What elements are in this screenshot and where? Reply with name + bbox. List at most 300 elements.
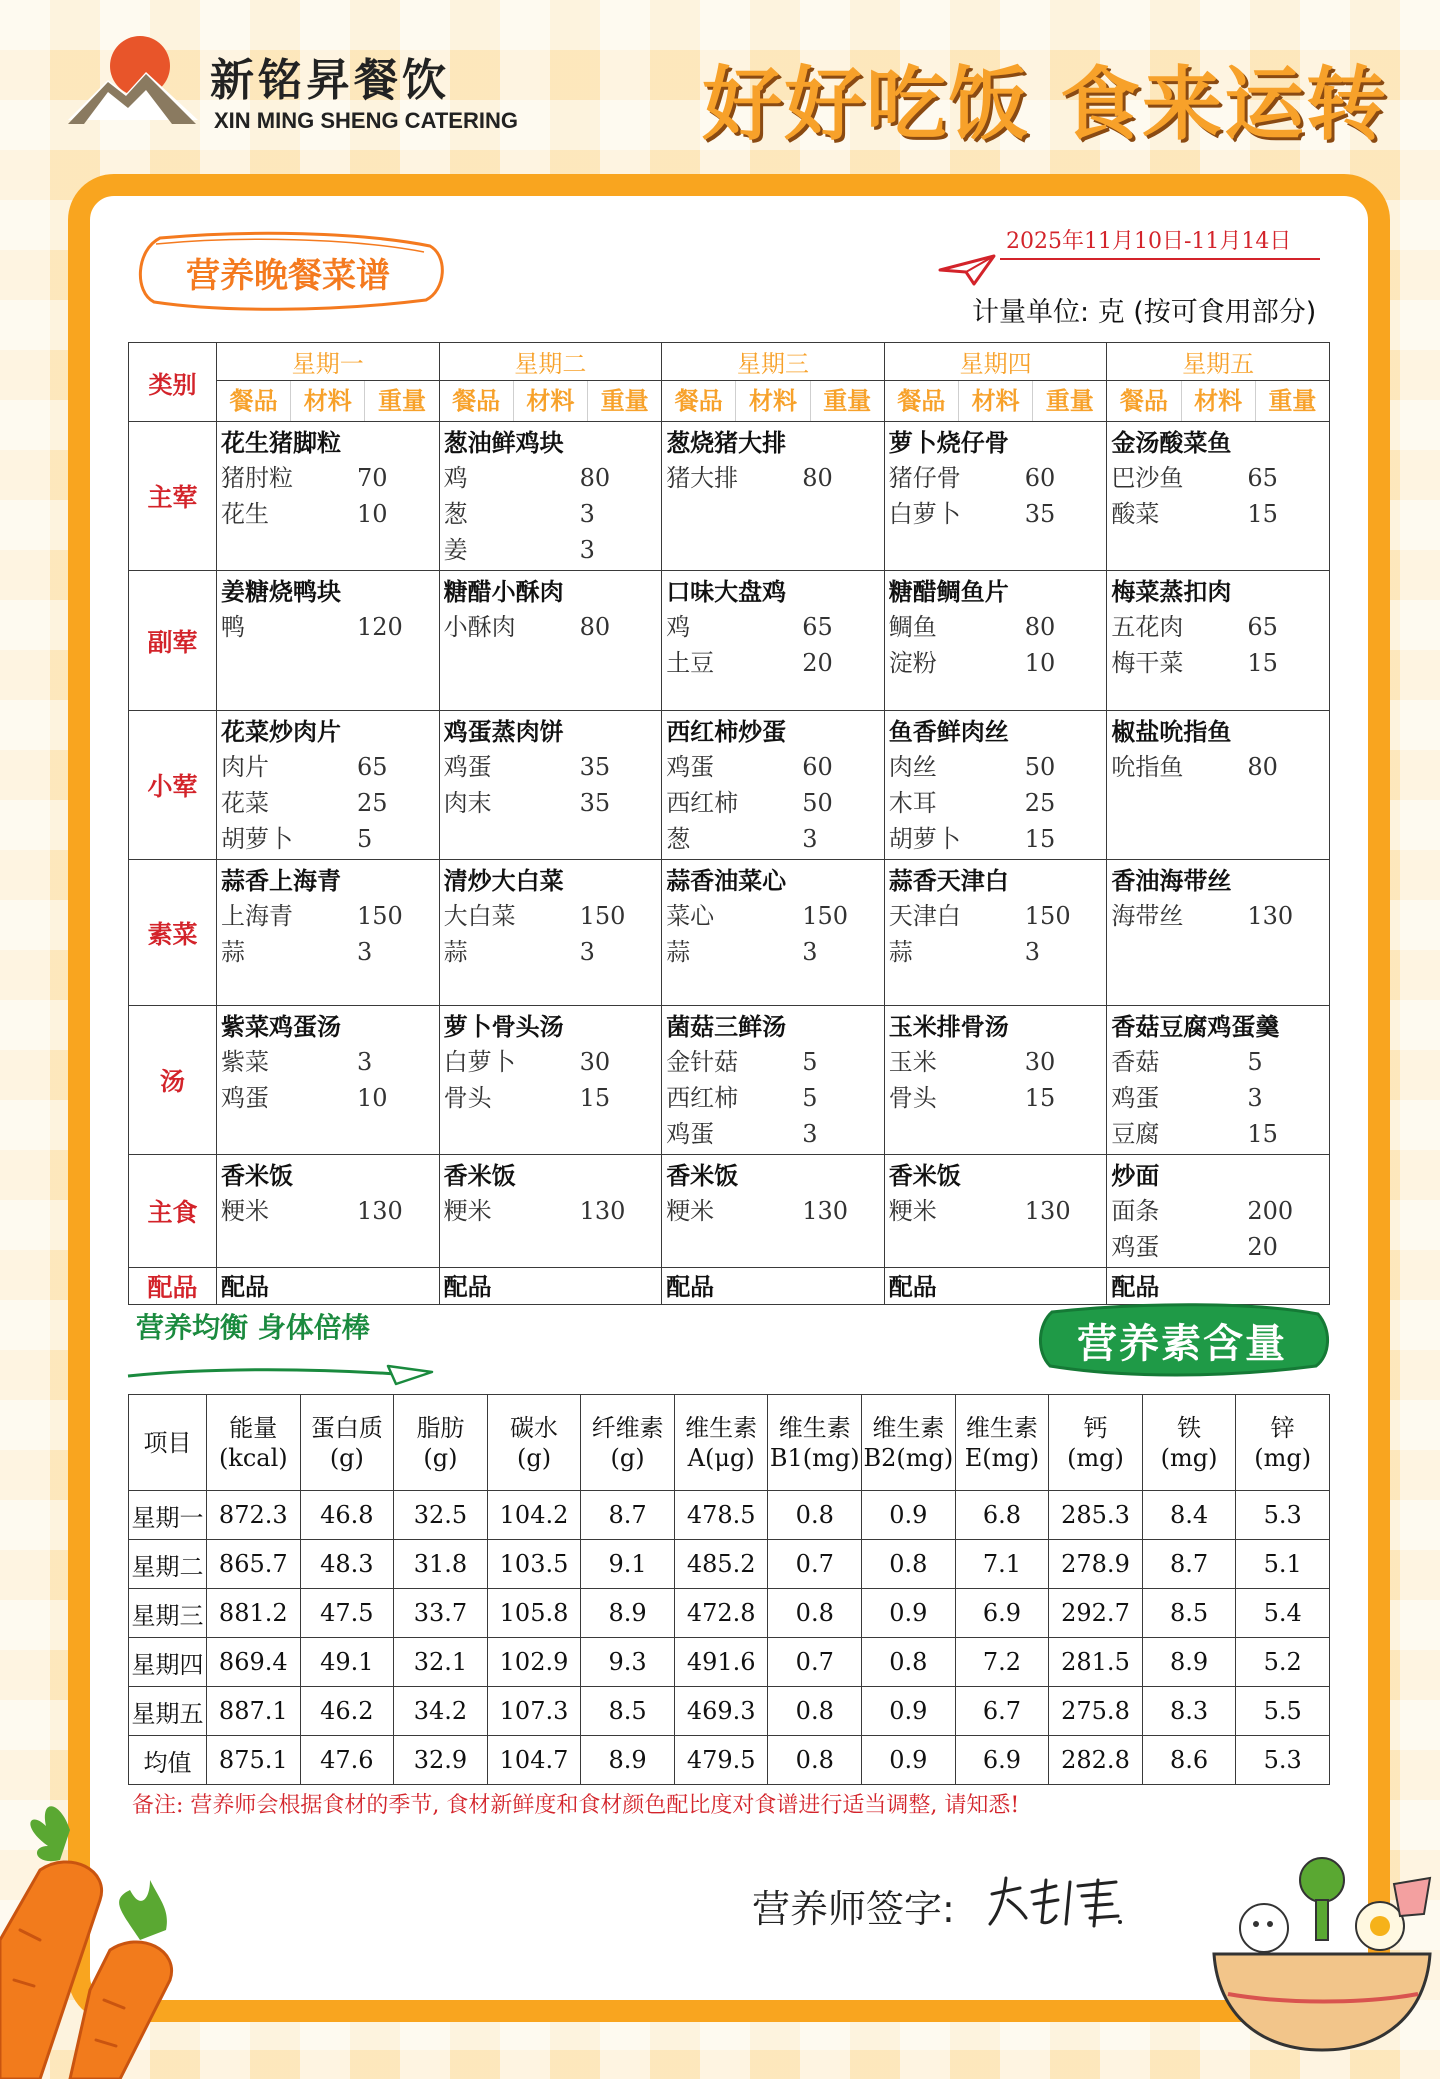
nutrition-value: 34.2 — [394, 1687, 488, 1736]
ingredient-weight: 3 — [579, 500, 595, 528]
ingredient-name: 鸡 — [666, 613, 691, 641]
balance-slogan: 营养均衡 身体倍棒 — [136, 1311, 370, 1344]
ingredient-line — [666, 1080, 882, 1116]
ingredient-name: 蒜 — [888, 938, 913, 966]
ingredient-name: 梅干菜 — [1111, 649, 1184, 677]
nutrition-value: 104.7 — [487, 1736, 581, 1785]
ingredient-weight: 150 — [1024, 902, 1071, 930]
sub-header-label: 餐品 — [1107, 381, 1181, 421]
dish-name: 花生猪脚粒 — [221, 428, 341, 457]
ingredient-line — [889, 898, 1105, 934]
nutrition-value: 472.8 — [674, 1589, 768, 1638]
ingredient-name: 巴沙鱼 — [1111, 464, 1184, 492]
nutrition-value: 47.5 — [300, 1589, 394, 1638]
dish-cell — [217, 1268, 440, 1305]
ingredient-line — [666, 1116, 882, 1152]
ingredient-name: 五花肉 — [1111, 613, 1184, 641]
nutrition-value: 46.8 — [300, 1491, 394, 1540]
nutrition-value: 881.2 — [207, 1589, 301, 1638]
ingredient-line — [1111, 645, 1327, 681]
ingredient-weight: 25 — [1024, 789, 1056, 817]
ingredient-name: 粳米 — [666, 1197, 715, 1225]
ingredient-line — [666, 460, 882, 496]
nutrition-header-line: B1(mg) — [769, 1443, 860, 1472]
nutrition-value: 6.8 — [955, 1491, 1049, 1540]
category-header: 类别 — [129, 343, 217, 422]
ingredient-name: 鸡蛋 — [666, 753, 715, 781]
ingredient-weight: 10 — [357, 1084, 388, 1112]
ingredient-name: 粳米 — [888, 1197, 937, 1225]
nutrition-value: 5.1 — [1236, 1540, 1330, 1589]
nutrition-value: 7.2 — [955, 1638, 1049, 1687]
dish-cell — [1107, 1268, 1330, 1305]
day-header: 星期二 — [439, 343, 662, 381]
ingredient-weight: 3 — [1247, 1084, 1263, 1112]
dish-cell — [884, 711, 1107, 860]
ingredient-name: 猪肘粒 — [221, 464, 293, 492]
ingredient-line — [666, 1193, 882, 1229]
nutrition-value: 0.7 — [768, 1540, 862, 1589]
ingredient-name: 葱 — [443, 500, 468, 528]
dish-cell — [1107, 1006, 1330, 1155]
nutrition-value: 103.5 — [487, 1540, 581, 1589]
ingredient-name: 蒜 — [666, 938, 691, 966]
nutrition-value: 0.8 — [862, 1540, 956, 1589]
nutrition-value: 872.3 — [207, 1491, 301, 1540]
menu-row — [129, 1155, 1330, 1268]
dish-name: 玉米排骨汤 — [888, 1012, 1009, 1041]
ingredient-line — [444, 1044, 660, 1080]
balance-underline-icon — [126, 1356, 436, 1386]
nutrition-row-label: 均值 — [129, 1736, 207, 1785]
date-range: 2025年11月10日-11月14日 — [1006, 229, 1292, 254]
nutrition-value: 478.5 — [674, 1491, 768, 1540]
ingredient-name: 猪仔骨 — [888, 464, 961, 492]
dish-name: 花菜炒肉片 — [221, 717, 341, 746]
dish-name: 萝卜骨头汤 — [443, 1012, 564, 1041]
nutrition-value: 282.8 — [1049, 1736, 1143, 1785]
nutrition-header — [487, 1395, 581, 1491]
ingredient-weight: 80 — [579, 613, 611, 641]
ingredient-weight: 65 — [1247, 613, 1278, 641]
dish-cell — [662, 860, 885, 1006]
ingredient-name: 西红柿 — [666, 789, 739, 817]
ingredient-weight: 50 — [802, 789, 833, 817]
nutrition-value: 102.9 — [487, 1638, 581, 1687]
dish-cell — [1107, 571, 1330, 711]
nutrition-header-line: 铁 — [1177, 1413, 1202, 1442]
nutrition-value: 6.7 — [955, 1687, 1049, 1736]
dish-cell — [662, 422, 885, 571]
sub-header-group — [884, 381, 1107, 422]
ingredient-weight: 15 — [1247, 649, 1278, 677]
ingredient-weight: 15 — [1247, 500, 1278, 528]
ingredient-weight: 130 — [1024, 1197, 1071, 1225]
category-label: 小荤 — [129, 711, 217, 860]
ingredient-weight: 3 — [579, 938, 595, 966]
nutrition-value: 0.8 — [768, 1589, 862, 1638]
nutrition-value: 292.7 — [1049, 1589, 1143, 1638]
nutritionist-sign-label: 营养师签字: — [752, 1887, 955, 1931]
dish-cell — [439, 860, 662, 1006]
nutrition-value: 491.6 — [674, 1638, 768, 1687]
sub-header-label: 重量 — [378, 386, 426, 415]
nutrition-value: 47.6 — [300, 1736, 394, 1785]
sub-header-label: 餐品 — [885, 381, 959, 421]
ingredient-name: 葱 — [666, 825, 691, 853]
sub-header-label: 餐品 — [217, 381, 291, 421]
ingredient-name: 大白菜 — [443, 902, 516, 930]
nutrition-value: 0.8 — [768, 1736, 862, 1785]
nutrition-header-line: 项目 — [143, 1428, 192, 1457]
ingredient-name: 姜 — [443, 536, 468, 564]
ingredient-weight: 5 — [1247, 1048, 1263, 1076]
nutrition-header-line: (g) — [423, 1443, 458, 1472]
sub-header-label: 材料 — [959, 381, 1033, 421]
nutrition-value: 5.5 — [1236, 1687, 1330, 1736]
ingredient-weight: 150 — [579, 902, 626, 930]
dish-cell — [884, 860, 1107, 1006]
nutrition-value: 8.6 — [1142, 1736, 1236, 1785]
ingredient-weight: 120 — [357, 613, 403, 641]
food-bowl-illustration-icon — [1204, 1844, 1440, 2054]
dish-cell — [439, 711, 662, 860]
ingredient-line — [889, 609, 1105, 645]
ingredient-name: 玉米 — [888, 1048, 937, 1076]
ingredient-name: 花菜 — [221, 789, 269, 817]
ingredient-line — [221, 749, 437, 785]
nutrition-header-line: 维生素 — [685, 1413, 758, 1442]
ingredient-name: 骨头 — [443, 1084, 492, 1112]
ingredient-line — [1111, 609, 1327, 645]
nutrition-header-line: B2(mg) — [863, 1443, 954, 1472]
dish-name: 蒜香上海青 — [221, 866, 341, 895]
dish-name: 香米饭 — [666, 1161, 739, 1190]
nutrition-value: 8.5 — [1142, 1589, 1236, 1638]
dish-cell — [217, 1155, 440, 1268]
nutrition-value: 0.8 — [768, 1491, 862, 1540]
nutrition-value: 8.5 — [581, 1687, 675, 1736]
ingredient-weight: 3 — [802, 1120, 818, 1148]
ingredient-name: 西红柿 — [666, 1084, 739, 1112]
ingredient-line — [444, 749, 660, 785]
ingredient-weight: 80 — [579, 464, 611, 492]
ingredient-line — [666, 1044, 882, 1080]
ingredient-line — [444, 460, 660, 496]
ingredient-weight: 65 — [1247, 464, 1278, 492]
ingredient-line — [444, 898, 660, 934]
dish-name: 配品 — [888, 1272, 937, 1301]
ingredient-line — [889, 749, 1105, 785]
ingredient-line — [1111, 898, 1327, 934]
dish-cell — [662, 1268, 885, 1305]
ingredient-name: 胡萝卜 — [888, 825, 961, 853]
nutrition-value: 875.1 — [207, 1736, 301, 1785]
ingredient-name: 花生 — [221, 500, 269, 528]
ingredient-weight: 5 — [802, 1048, 818, 1076]
nutrition-header-line: 钙 — [1083, 1413, 1108, 1442]
ingredient-weight: 80 — [1024, 613, 1056, 641]
ingredient-line — [221, 898, 437, 934]
ingredient-line — [666, 898, 882, 934]
mountain-sun-logo-icon — [68, 28, 198, 128]
dish-cell — [439, 422, 662, 571]
dish-name: 配品 — [1111, 1272, 1160, 1301]
ingredient-weight: 50 — [1024, 753, 1056, 781]
dish-name: 香菇豆腐鸡蛋羹 — [1111, 1012, 1280, 1041]
sub-header-label: 材料 — [291, 381, 365, 421]
nutrition-row — [129, 1638, 1330, 1687]
nutrition-value: 8.9 — [1142, 1638, 1236, 1687]
ingredient-name: 蒜 — [221, 938, 245, 966]
nutrition-row-label: 星期二 — [129, 1540, 207, 1589]
ingredient-weight: 20 — [802, 649, 833, 677]
nutrition-header-line: 能量 — [229, 1413, 278, 1442]
ingredient-line — [444, 532, 660, 568]
nutrition-value: 5.3 — [1236, 1491, 1330, 1540]
ingredient-name: 鸡蛋 — [1111, 1233, 1160, 1261]
dish-cell — [1107, 1155, 1330, 1268]
nutrition-table — [128, 1394, 1330, 1785]
nutrition-header — [581, 1395, 675, 1491]
dish-name: 口味大盘鸡 — [666, 577, 787, 606]
ingredient-line — [1111, 1080, 1327, 1116]
menu-row — [129, 571, 1330, 711]
nutrition-row-label: 星期四 — [129, 1638, 207, 1687]
dish-name: 配品 — [443, 1272, 492, 1301]
menu-table — [128, 342, 1330, 1305]
nutrition-value: 46.2 — [300, 1687, 394, 1736]
ingredient-line — [221, 821, 437, 857]
unit-note: 计量单位: 克 (按可食用部分) — [972, 297, 1317, 328]
ingredient-weight: 130 — [579, 1197, 626, 1225]
nutrition-header-line: (g) — [329, 1443, 364, 1472]
nutrition-value: 281.5 — [1049, 1638, 1143, 1687]
nutrition-row — [129, 1589, 1330, 1638]
nutrition-header-line: E(mg) — [964, 1443, 1040, 1472]
ingredient-weight: 65 — [802, 613, 833, 641]
ingredient-line — [889, 1193, 1105, 1229]
ingredient-line — [889, 1080, 1105, 1116]
dish-name: 蒜香油菜心 — [666, 866, 787, 895]
nutrition-value: 8.9 — [581, 1589, 675, 1638]
ingredient-weight: 30 — [579, 1048, 611, 1076]
ingredient-name: 木耳 — [888, 789, 937, 817]
nutrition-value: 275.8 — [1049, 1687, 1143, 1736]
ingredient-name: 海带丝 — [1111, 902, 1184, 930]
dish-cell — [884, 1006, 1107, 1155]
ingredient-weight: 10 — [1024, 649, 1056, 677]
dish-name: 配品 — [666, 1272, 715, 1301]
nutrition-value: 8.7 — [581, 1491, 675, 1540]
nutrition-value: 48.3 — [300, 1540, 394, 1589]
nutrition-row — [129, 1491, 1330, 1540]
nutrition-header-line: 维生素 — [778, 1413, 851, 1442]
ingredient-line — [666, 609, 882, 645]
ingredient-name: 鸡蛋 — [221, 1084, 269, 1112]
dish-cell — [217, 571, 440, 711]
nutrition-header-line: 维生素 — [965, 1413, 1038, 1442]
ingredient-name: 小酥肉 — [443, 613, 516, 641]
nutrition-value: 865.7 — [207, 1540, 301, 1589]
ingredient-weight: 15 — [1024, 1084, 1056, 1112]
ingredient-name: 金针菇 — [666, 1048, 739, 1076]
ingredient-weight: 60 — [1024, 464, 1056, 492]
nutrition-header-line: 维生素 — [872, 1413, 945, 1442]
nutrition-header-line: 纤维素 — [591, 1413, 664, 1442]
ingredient-line — [666, 821, 882, 857]
nutrition-value: 0.8 — [768, 1687, 862, 1736]
ingredient-line — [221, 934, 437, 970]
dish-name: 姜糖烧鸭块 — [221, 577, 341, 606]
nutrition-header-line: 蛋白质 — [310, 1413, 383, 1442]
menu-title: 营养晚餐菜谱 — [186, 256, 390, 296]
ingredient-weight: 150 — [357, 902, 403, 930]
nutrition-value: 107.3 — [487, 1687, 581, 1736]
ingredient-weight: 80 — [1247, 753, 1278, 781]
dish-name: 葱烧猪大排 — [666, 428, 787, 457]
dish-name: 金汤酸菜鱼 — [1111, 428, 1232, 457]
ingredient-line — [889, 821, 1105, 857]
category-label: 配品 — [129, 1268, 217, 1305]
ingredient-weight: 5 — [357, 825, 373, 853]
menu-row — [129, 422, 1330, 571]
ingredient-weight: 35 — [579, 753, 611, 781]
nutrition-value: 8.9 — [581, 1736, 675, 1785]
nutrition-value: 5.4 — [1236, 1589, 1330, 1638]
ingredient-line — [1111, 496, 1327, 532]
ingredient-line — [1111, 1193, 1327, 1229]
nutrition-value: 0.9 — [862, 1736, 956, 1785]
nutrition-value: 33.7 — [394, 1589, 488, 1638]
dish-cell — [439, 1155, 662, 1268]
dish-cell — [439, 1268, 662, 1305]
nutrition-header — [207, 1395, 301, 1491]
category-label: 主荤 — [129, 422, 217, 571]
ingredient-weight: 15 — [1024, 825, 1056, 853]
nutrition-header — [1236, 1395, 1330, 1491]
nutrition-header-line: 脂肪 — [416, 1413, 465, 1442]
ingredient-name: 紫菜 — [221, 1048, 269, 1076]
menu-row — [129, 1268, 1330, 1305]
ingredient-weight: 3 — [357, 1048, 373, 1076]
category-label: 副荤 — [129, 571, 217, 711]
day-header: 星期一 — [217, 343, 440, 381]
nutrition-value: 9.3 — [581, 1638, 675, 1687]
nutrition-value: 0.8 — [862, 1638, 956, 1687]
ingredient-name: 粳米 — [221, 1197, 269, 1225]
nutrition-header-line: (kcal) — [218, 1443, 288, 1472]
nutrition-value: 0.9 — [862, 1687, 956, 1736]
dish-name: 鸡蛋蒸肉饼 — [443, 717, 564, 746]
nutrition-value: 49.1 — [300, 1638, 394, 1687]
ingredient-line — [221, 1080, 437, 1116]
ingredient-name: 吮指鱼 — [1111, 753, 1184, 781]
ingredient-line — [221, 609, 437, 645]
ingredient-line — [1111, 1044, 1327, 1080]
ingredient-weight: 3 — [802, 825, 818, 853]
ingredient-name: 肉末 — [443, 789, 492, 817]
ingredient-name: 香菇 — [1111, 1048, 1160, 1076]
ingredient-weight: 30 — [1024, 1048, 1056, 1076]
ingredient-line — [1111, 1116, 1327, 1152]
sub-header-label: 材料 — [1182, 381, 1256, 421]
category-label: 素菜 — [129, 860, 217, 1006]
nutrition-value: 32.9 — [394, 1736, 488, 1785]
dish-cell — [662, 1155, 885, 1268]
dish-cell — [217, 422, 440, 571]
menu-row — [129, 711, 1330, 860]
dish-name: 配品 — [221, 1272, 269, 1301]
ingredient-line — [889, 645, 1105, 681]
ingredient-line — [666, 785, 882, 821]
ingredient-name: 土豆 — [666, 649, 715, 677]
ingredient-name: 淀粉 — [888, 649, 937, 677]
sub-header-label: 重量 — [1045, 386, 1094, 415]
dish-cell — [439, 1006, 662, 1155]
dish-name: 鱼香鲜肉丝 — [888, 717, 1009, 746]
ingredient-line — [444, 785, 660, 821]
nutrition-header — [1142, 1395, 1236, 1491]
nutrition-header — [1049, 1395, 1143, 1491]
ingredient-name: 上海青 — [221, 902, 293, 930]
ingredient-name: 猪大排 — [666, 464, 739, 492]
sub-header-group — [439, 381, 662, 422]
nutrition-value: 5.3 — [1236, 1736, 1330, 1785]
ingredient-name: 豆腐 — [1111, 1120, 1160, 1148]
dish-cell — [662, 571, 885, 711]
dish-name: 西红柿炒蛋 — [666, 717, 787, 746]
nutrition-value: 285.3 — [1049, 1491, 1143, 1540]
dish-name: 葱油鲜鸡块 — [443, 428, 564, 457]
ingredient-line — [666, 749, 882, 785]
nutrition-value: 32.5 — [394, 1491, 488, 1540]
carrot-illustration-icon — [0, 1790, 200, 2079]
nutrition-header — [674, 1395, 768, 1491]
dish-name: 椒盐吮指鱼 — [1111, 717, 1232, 746]
dish-name: 清炒大白菜 — [443, 866, 564, 895]
day-header: 星期四 — [884, 343, 1107, 381]
dish-cell — [1107, 860, 1330, 1006]
dish-cell — [884, 422, 1107, 571]
ingredient-name: 胡萝卜 — [221, 825, 293, 853]
ingredient-weight: 65 — [357, 753, 388, 781]
nutrition-header — [129, 1395, 207, 1491]
sub-header-group — [662, 381, 885, 422]
nutrition-row — [129, 1736, 1330, 1785]
ingredient-line — [444, 1080, 660, 1116]
ingredient-weight: 3 — [802, 938, 818, 966]
ingredient-weight: 150 — [802, 902, 848, 930]
menu-title-badge — [130, 226, 446, 314]
ingredient-weight: 25 — [357, 789, 388, 817]
ingredient-weight: 15 — [1247, 1120, 1278, 1148]
nutrition-value: 9.1 — [581, 1540, 675, 1589]
dish-name: 香米饭 — [888, 1161, 961, 1190]
nutrition-value: 0.9 — [862, 1589, 956, 1638]
dish-cell — [662, 711, 885, 860]
category-label: 汤 — [129, 1006, 217, 1155]
nutrition-header — [300, 1395, 394, 1491]
nutrition-header-line: (mg) — [1160, 1443, 1218, 1472]
ingredient-name: 骨头 — [888, 1084, 937, 1112]
ingredient-line — [444, 1193, 660, 1229]
ingredient-name: 鸡 — [443, 464, 468, 492]
ingredient-name: 蒜 — [443, 938, 468, 966]
dish-name: 香米饭 — [443, 1161, 516, 1190]
nutrition-value: 479.5 — [674, 1736, 768, 1785]
ingredient-name: 肉片 — [221, 753, 269, 781]
